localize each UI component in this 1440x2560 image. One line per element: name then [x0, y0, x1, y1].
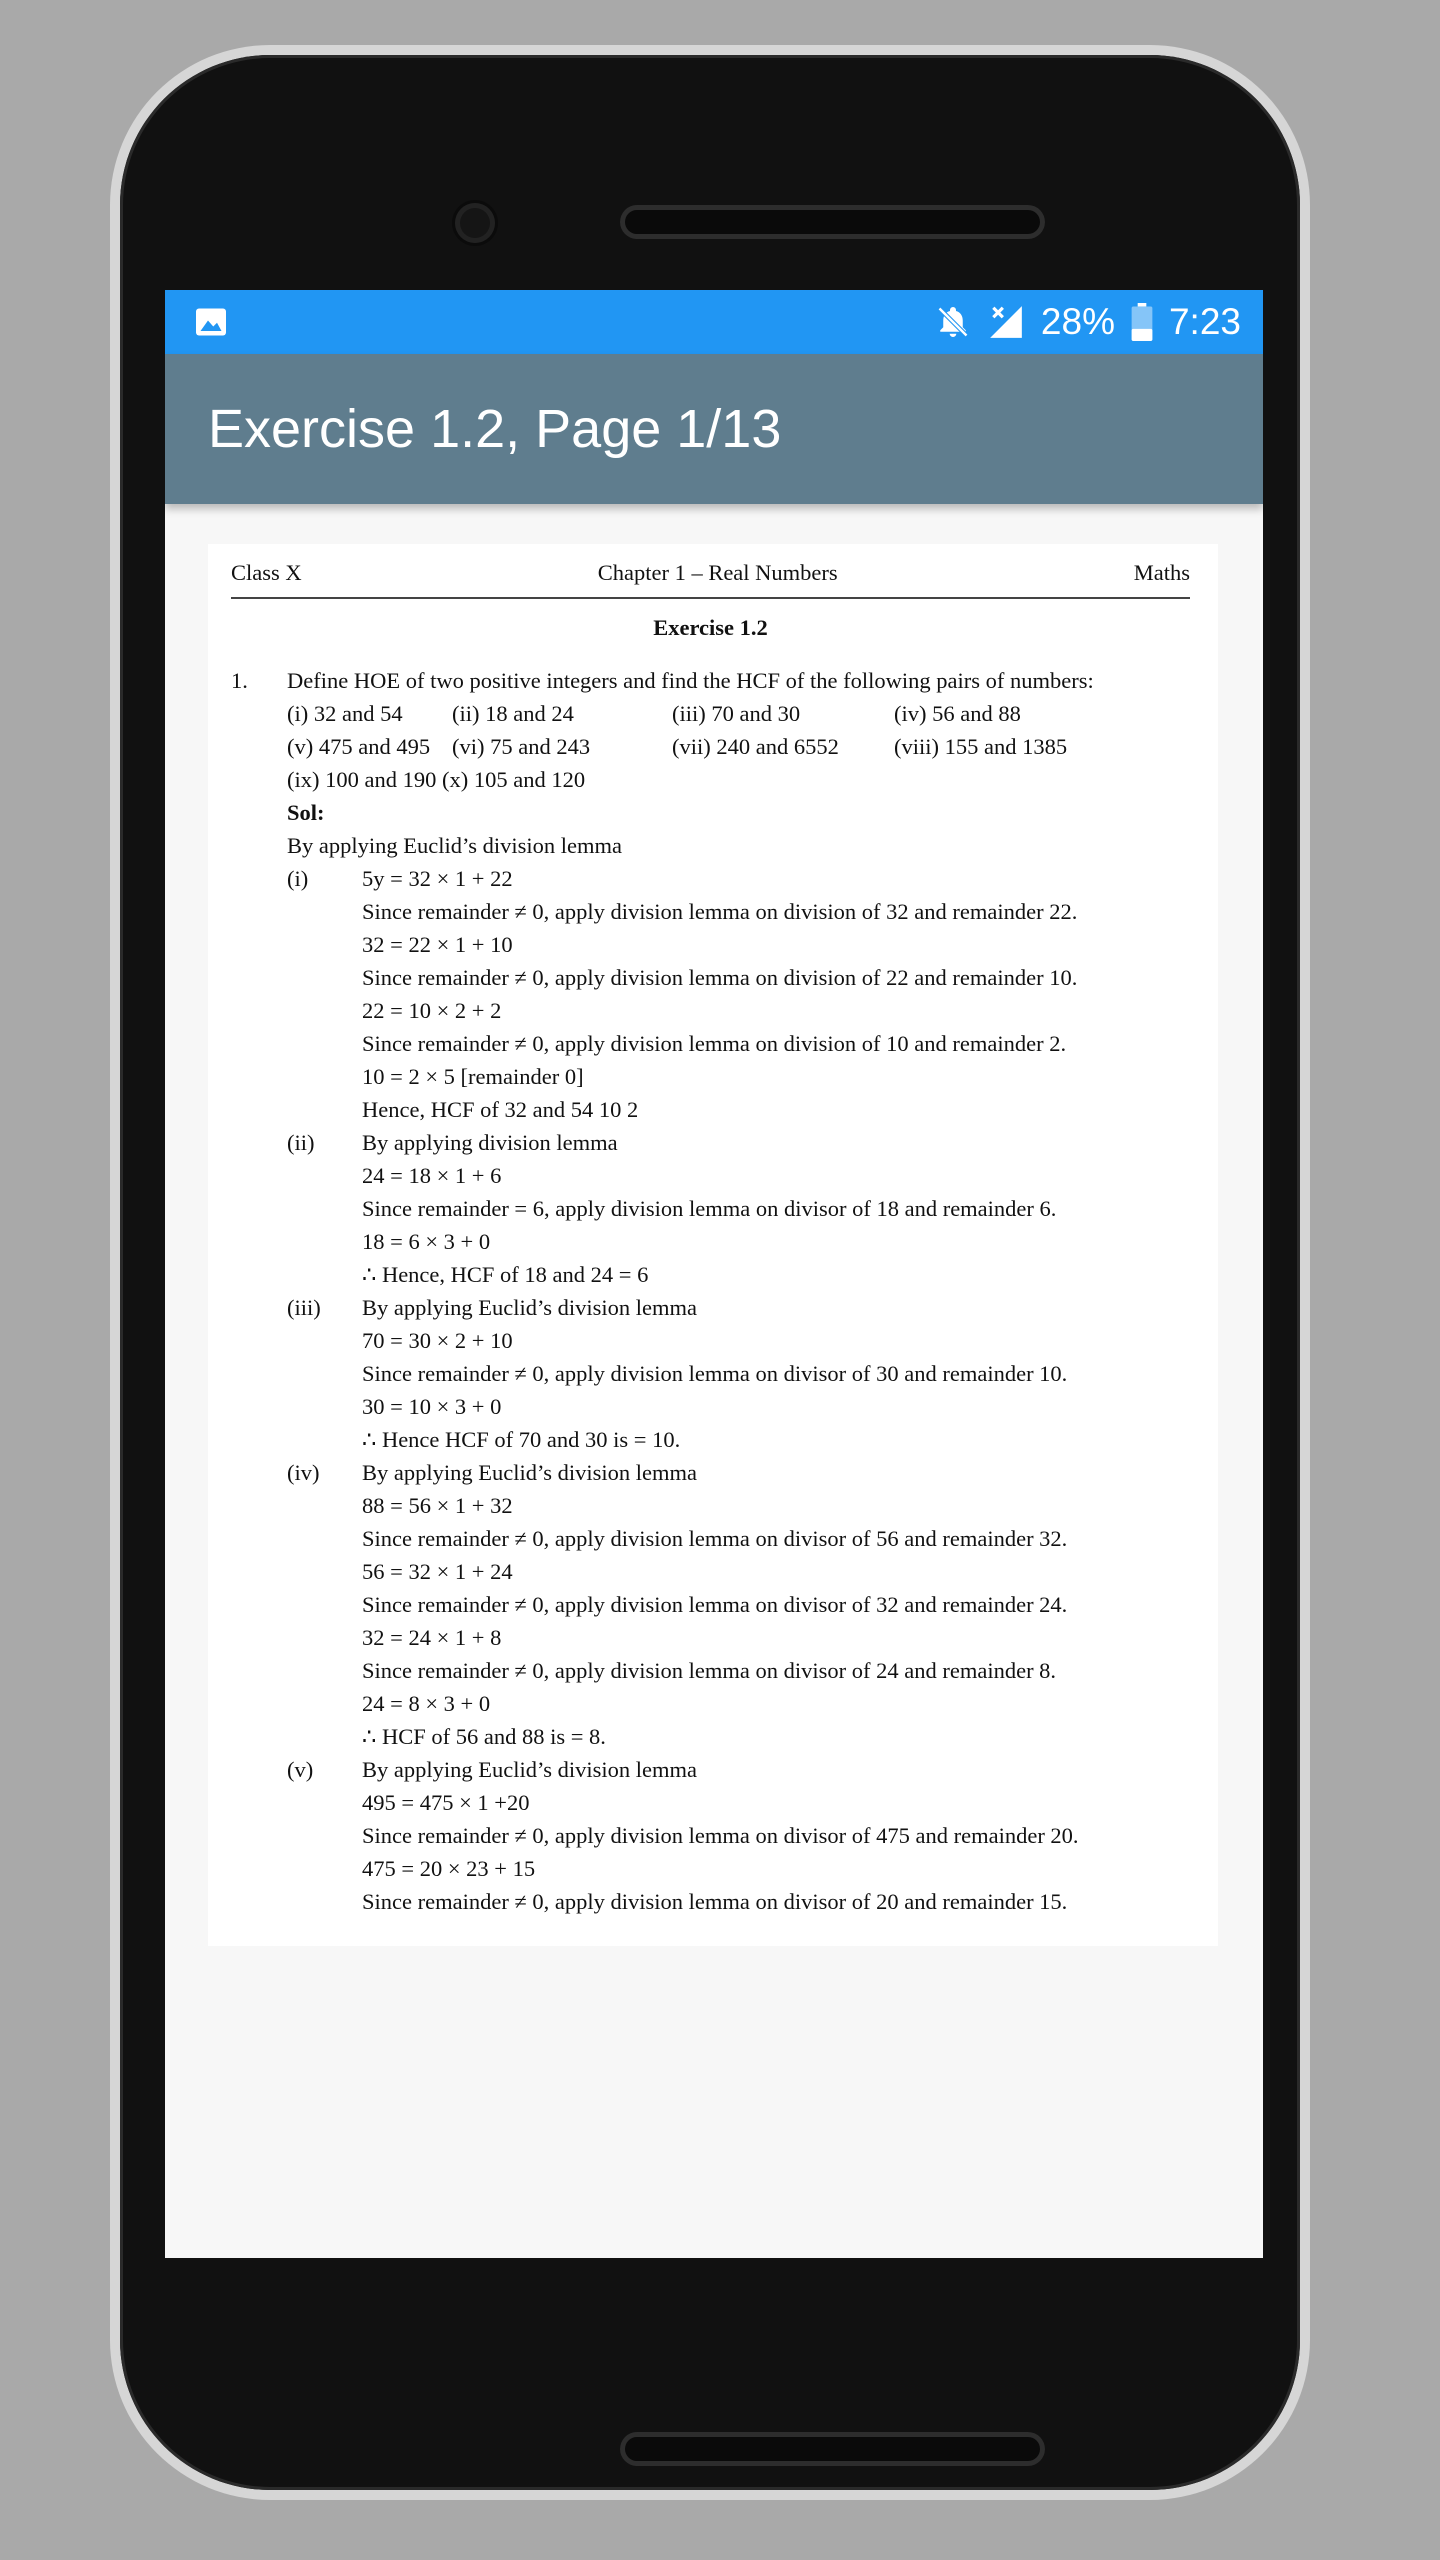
- solution-line: Since remainder ≠ 0, apply division lemma on divisor of 32 and remainder 24.: [362, 1592, 1068, 1617]
- document-viewer[interactable]: [165, 504, 1263, 1986]
- solution-line: Since remainder ≠ 0, apply division lemma on division of 10 and remainder 2.: [362, 1031, 1067, 1056]
- page-title: Exercise 1.2, Page 1/13: [208, 399, 782, 459]
- question-options: [287, 697, 1190, 763]
- solution-line: Since remainder ≠ 0, apply division lemma on divisor of 56 and remainder 32.: [362, 1526, 1068, 1551]
- solution-line: Since remainder ≠ 0, apply division lemma on divisor of 475 and remainder 20.: [362, 1823, 1079, 1848]
- question-text: Define HOE of two positive integers and find the HCF of the following pairs of numbers:: [287, 668, 1094, 693]
- solution-line: Since remainder = 6, apply division lemma on divisor of 18 and remainder 6.: [362, 1196, 1057, 1221]
- option: (viii) 155 and 1385: [894, 734, 1068, 759]
- front-camera: [455, 203, 495, 243]
- document-page: [208, 544, 1218, 1946]
- solution-line: 475 = 20 × 23 + 15: [362, 1856, 536, 1881]
- solution-line: 18 = 6 × 3 + 0: [362, 1229, 491, 1254]
- battery-percent: 28%: [1040, 301, 1115, 342]
- option: (iv) 56 and 88: [894, 701, 1021, 726]
- solution-line: Since remainder ≠ 0, apply division lemma on divisor of 20 and remainder 15.: [362, 1889, 1068, 1914]
- bottom-speaker: [620, 2432, 1045, 2466]
- solution-part: [287, 1291, 1190, 1456]
- part-label: (iii): [287, 1295, 321, 1320]
- header-chapter: Chapter 1 – Real Numbers: [597, 560, 838, 585]
- option: (v) 475 and 495: [287, 734, 431, 759]
- question: [231, 664, 1190, 1918]
- option: (i) 32 and 54: [287, 701, 403, 726]
- part-label: (iv): [287, 1460, 320, 1485]
- solution-line: By applying Euclid’s division lemma: [362, 1757, 697, 1782]
- part-label: (v): [287, 1757, 314, 1782]
- solution-line: By applying Euclid’s division lemma: [362, 1295, 697, 1320]
- solution-line: By applying division lemma: [362, 1130, 618, 1155]
- solution-label: Sol:: [287, 800, 325, 825]
- solution-line: Since remainder ≠ 0, apply division lemma on division of 22 and remainder 10.: [362, 965, 1078, 990]
- solution-part: [287, 1456, 1190, 1753]
- app-bar: [165, 354, 1263, 504]
- solution-line: ∴ Hence, HCF of 18 and 24 = 6: [362, 1262, 649, 1287]
- solution-line: Hence, HCF of 32 and 54 10 2: [362, 1097, 639, 1122]
- solution-intro: By applying Euclid’s division lemma: [287, 833, 622, 858]
- option: (iii) 70 and 30: [672, 701, 801, 726]
- solution-line: 32 = 24 × 1 + 8: [362, 1625, 502, 1650]
- solution-line: 24 = 18 × 1 + 6: [362, 1163, 502, 1188]
- solution-part: [287, 1126, 1190, 1291]
- solution-line: 495 = 475 × 1 +20: [362, 1790, 530, 1815]
- solution-line: 70 = 30 × 2 + 10: [362, 1328, 513, 1353]
- option: (vi) 75 and 243: [452, 734, 591, 759]
- solution-line: 32 = 22 × 1 + 10: [362, 932, 513, 957]
- solution-line: 56 = 32 × 1 + 24: [362, 1559, 513, 1584]
- earpiece-speaker: [620, 205, 1045, 239]
- option: (vii) 240 and 6552: [672, 734, 839, 759]
- solution-line: 5y = 32 × 1 + 22: [362, 866, 513, 891]
- solution-line: Since remainder ≠ 0, apply division lemma on divisor of 30 and remainder 10.: [362, 1361, 1068, 1386]
- solution-line: 88 = 56 × 1 + 32: [362, 1493, 513, 1518]
- solution-line: 30 = 10 × 3 + 0: [362, 1394, 502, 1419]
- solution-line: 22 = 10 × 2 + 2: [362, 998, 502, 1023]
- notifications-off-icon: [935, 304, 971, 340]
- solution-line: Since remainder ≠ 0, apply division lemma on division of 32 and remainder 22.: [362, 899, 1078, 924]
- solution-line: Since remainder ≠ 0, apply division lemma on divisor of 24 and remainder 8.: [362, 1658, 1057, 1683]
- part-label: (ii): [287, 1130, 315, 1155]
- solution-line: ∴ Hence HCF of 70 and 30 is = 10.: [362, 1427, 681, 1452]
- part-label: (i): [287, 866, 309, 891]
- battery-icon: [1131, 303, 1153, 341]
- header-class: Class X: [231, 560, 302, 585]
- solution-line: 24 = 8 × 3 + 0: [362, 1691, 491, 1716]
- image-icon: [193, 304, 229, 340]
- page-header: [231, 552, 1190, 599]
- signal-off-icon: [987, 303, 1025, 341]
- option: (ii) 18 and 24: [452, 701, 574, 726]
- clock: 7:23: [1168, 301, 1241, 342]
- screen: [165, 290, 1263, 2258]
- header-subject: Maths: [1133, 560, 1190, 585]
- solution-line: ∴ HCF of 56 and 88 is = 8.: [362, 1724, 606, 1749]
- solution-part: [287, 1753, 1190, 1918]
- status-bar: [165, 290, 1263, 354]
- solution-line: By applying Euclid’s division lemma: [362, 1460, 697, 1485]
- option: (ix) 100 and 190 (x) 105 and 120: [287, 767, 586, 792]
- solution-line: 10 = 2 × 5 [remainder 0]: [362, 1064, 584, 1089]
- exercise-title: Exercise 1.2: [653, 615, 768, 640]
- question-number: 1.: [231, 668, 248, 693]
- solution-part: [287, 862, 1190, 1126]
